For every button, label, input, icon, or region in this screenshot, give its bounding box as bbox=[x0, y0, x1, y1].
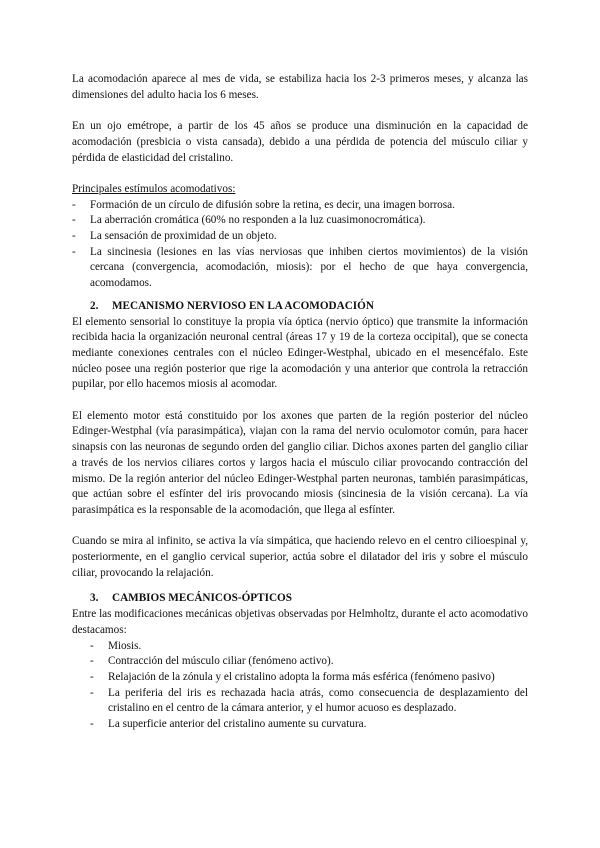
section-3-heading bbox=[72, 591, 528, 607]
list-item: - Formación de un círculo de difusión sobre la retina, es decir, una imagen borrosa. bbox=[72, 198, 528, 214]
section-2-title: MECANISMO NERVIOSO EN LA ACOMODACIÓN bbox=[112, 299, 374, 312]
list-item: - La aberración cromática (60% no responden a la luz cuasimonocromática). bbox=[72, 213, 528, 229]
stimuli-title: Principales estímulos acomodativos: bbox=[72, 182, 236, 195]
document-page bbox=[72, 72, 528, 733]
section-3-list bbox=[72, 639, 528, 733]
section-2-paragraph-1: El elemento sensorial lo constituye la propia vía óptica (nervio óptico) que transmite la información recibida hacia la organización neuronal central (áreas 17 y 19 de la corteza occipital), que se conecta mediante conexiones centrales con el núcleo Edinger-Westphal, ubicado en el mesencéfalo. Este núcleo posee una región posterior que rige la acomodación y una anterior que controla la retracción pupilar, por ello hacemos miosis al acomodar. bbox=[72, 315, 528, 391]
section-3-intro: Entre las modificaciones mecánicas objetivas observadas por Helmholtz, durante el acto acomodativo destacamos: bbox=[72, 608, 528, 636]
list-item: - La superficie anterior del cristalino aumente su curvatura. bbox=[90, 717, 528, 733]
list-item: - La periferia del iris es rechazada hacia atrás, como consecuencia de desplazamiento del cristalino en el centro de la cámara anterior, y el humor acuoso es desplazado. bbox=[90, 686, 528, 717]
list-item: - Contracción del músculo ciliar (fenómeno activo). bbox=[90, 654, 528, 670]
section-3-title: CAMBIOS MECÁNICOS-ÓPTICOS bbox=[112, 592, 292, 605]
section-3-number: 3. bbox=[90, 592, 99, 605]
list-item: - La sincinesia (lesiones en las vías nerviosas que inhiben ciertos movimientos) de la visión cercana (convergencia, acomodación, miosis): por el hecho de que haya convergencia, acomodamos. bbox=[72, 245, 528, 292]
section-2-heading bbox=[72, 299, 528, 315]
list-item: - Relajación de la zónula y el cristalino adopta la forma más esférica (fenómeno pasivo) bbox=[90, 670, 528, 686]
section-2-paragraph-2: El elemento motor está constituido por los axones que parten de la región posterior del núcleo Edinger-Westphal (vía parasimpática), viajan con la rama del nervio oculomotor común, para hacer sinapsis con las neuronas de segundo orden del ganglio ciliar. Dichos axones parten del ganglio ciliar a través de los nervios ciliares cortos y largos hacia el músculo ciliar provocando contracción del mismo. De la región anterior del núcleo Edinger-Westphal parten neuronas, también parasimpáticas, que actúan sobre el esfínter del iris provocando miosis (sincinesia de la visión cercana). La vía parasimpática es la responsable de la acomodación, que llega al esfínter. bbox=[72, 409, 528, 516]
intro-paragraph-2: En un ojo emétrope, a partir de los 45 años se produce una disminución en la capacidad de acomodación (presbicia o vista cansada), debido a una pérdida de potencia del músculo ciliar y pérdida de elasticidad del cristalino. bbox=[72, 120, 528, 164]
intro-paragraph-1: La acomodación aparece al mes de vida, se estabiliza hacia los 2-3 primeros meses, y alcanza las dimensiones del adulto hacia los 6 meses. bbox=[72, 73, 528, 101]
list-item: - Miosis. bbox=[90, 639, 528, 655]
section-2-paragraph-3: Cuando se mira al infinito, se activa la vía simpática, que haciendo relevo en el centro cilioespinal y, posteriormente, en el ganglio cervical superior, actúa sobre el dilatador del iris y sobre el músculo ciliar, provocando la relajación. bbox=[72, 535, 528, 579]
section-2-number: 2. bbox=[90, 299, 99, 312]
list-item: - La sensación de proximidad de un objeto. bbox=[72, 229, 528, 245]
stimuli-list bbox=[72, 198, 528, 292]
